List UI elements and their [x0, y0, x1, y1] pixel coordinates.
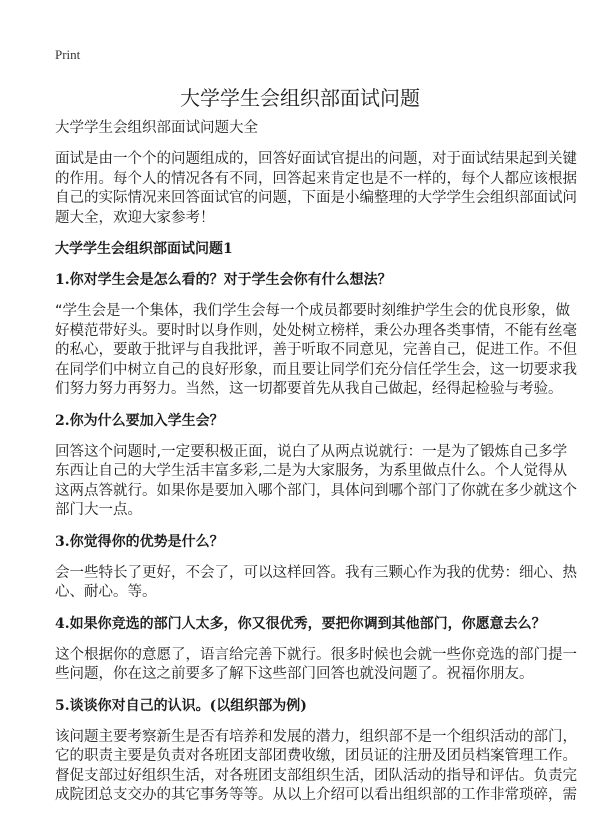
paragraph-line: 部门大一点。	[55, 502, 142, 518]
paragraph	[55, 302, 577, 400]
paragraph-line: 好模范带好头。要时时以身作则，处处树立榜样，秉公办理各类事情，不能有丝毫	[55, 322, 577, 339]
paragraph-line: 些问题，你在这之前要多了解下这些部门回答也就没问题了。祝福你朋友。	[55, 666, 534, 682]
section-heading: 5.谈谈你对自己的认识。(以组织部为例)	[55, 697, 307, 714]
document-body	[55, 119, 577, 818]
page-title: 大学学生会组织部面试问题	[180, 86, 420, 110]
paragraph-line: 这两点答就行。如果你是要加入哪个部门，具体问到哪个部门了你就在多少就这个	[55, 482, 577, 499]
paragraph-line: 题大全，欢迎大家参考！	[55, 209, 215, 226]
paragraph-line: 督促支部过好组织生活，对各班团支部组织生活，团队活动的指导和评估。负责完	[55, 767, 577, 784]
section-heading: 3.你觉得你的优势是什么？	[55, 533, 224, 550]
paragraph-line: 自己的实际情况来回答面试官的问题，下面是小编整理的大学学生会组织部面试问	[55, 190, 577, 206]
paragraph	[55, 150, 577, 228]
section-heading: 2.你为什么要加入学生会？	[55, 412, 224, 429]
paragraph-line: 们努力努力再努力。当然，这一切都要首先从我自己做起，经得起检验与考验。	[55, 381, 563, 397]
section-heading: 1.你对学生会是怎么看的？对于学生会你有什么想法？	[55, 272, 392, 288]
paragraph	[55, 443, 577, 521]
paragraph-line: 回答这个问题时,一定要积极正面，说白了从两点说就行：一是为了锻炼自己多学	[55, 443, 568, 460]
paragraph-line: 在同学们中树立自己的良好形象，而且要让同学们充分信任学生会，这一切要求我	[55, 361, 577, 378]
paragraph-line: 心、耐心。等。	[55, 584, 157, 600]
paragraph-line: 的私心，要敢于批评与自我批评，善于听取不同意见，完善自己，促进工作。不但	[55, 342, 577, 358]
print-link[interactable]: Print	[55, 47, 81, 62]
section-heading: 4.如果你竞选的部门人太多，你又很优秀，要把你调到其他部门，你愿意去么？	[55, 615, 546, 632]
paragraph-line: 会一些特长了更好，不会了，可以这样回答。我有三颗心作为我的优势：细心、热	[55, 564, 577, 581]
paragraph-line: 面试是由一个个的问题组成的，回答好面试官提出的问题，对于面试结果起到关键	[55, 151, 577, 167]
document-subtitle: 大学学生会组织部面试问题大全	[55, 120, 258, 136]
paragraph-line: “学生会是一个集体，我们学生会每一个成员都要时刻维护学生会的优良形象，做	[55, 303, 571, 319]
paragraph	[55, 646, 577, 685]
paragraph-line: 东西让自己的大学生活丰富多彩,二是为大家服务，为系里做点什么。个人觉得从	[55, 463, 568, 479]
paragraph-line: 该问题主要考察新生是否有培养和发展的潜力，组织部不是一个组织活动的部门，	[55, 728, 577, 745]
paragraph	[55, 564, 577, 603]
paragraph-line: 这个根据你的意愿了，语言给完善下就行。很多时候也会就一些你竞选的部门提一	[55, 646, 577, 663]
section-heading: 大学学生会组织部面试问题1	[55, 241, 233, 257]
paragraph	[55, 728, 577, 806]
paragraph-line: 的作用。每个人的情况各有不同，回答起来肯定也是不一样的，每个人都应该根据	[55, 170, 577, 187]
paragraph-line: 成院团总支交办的其它事务等等。从以上介绍可以看出组织部的工作非常琐碎，需	[55, 787, 577, 803]
paragraph-line: 它的职责主要是负责对各班团支部团费收缴，团员证的注册及团员档案管理工作。	[55, 748, 577, 764]
